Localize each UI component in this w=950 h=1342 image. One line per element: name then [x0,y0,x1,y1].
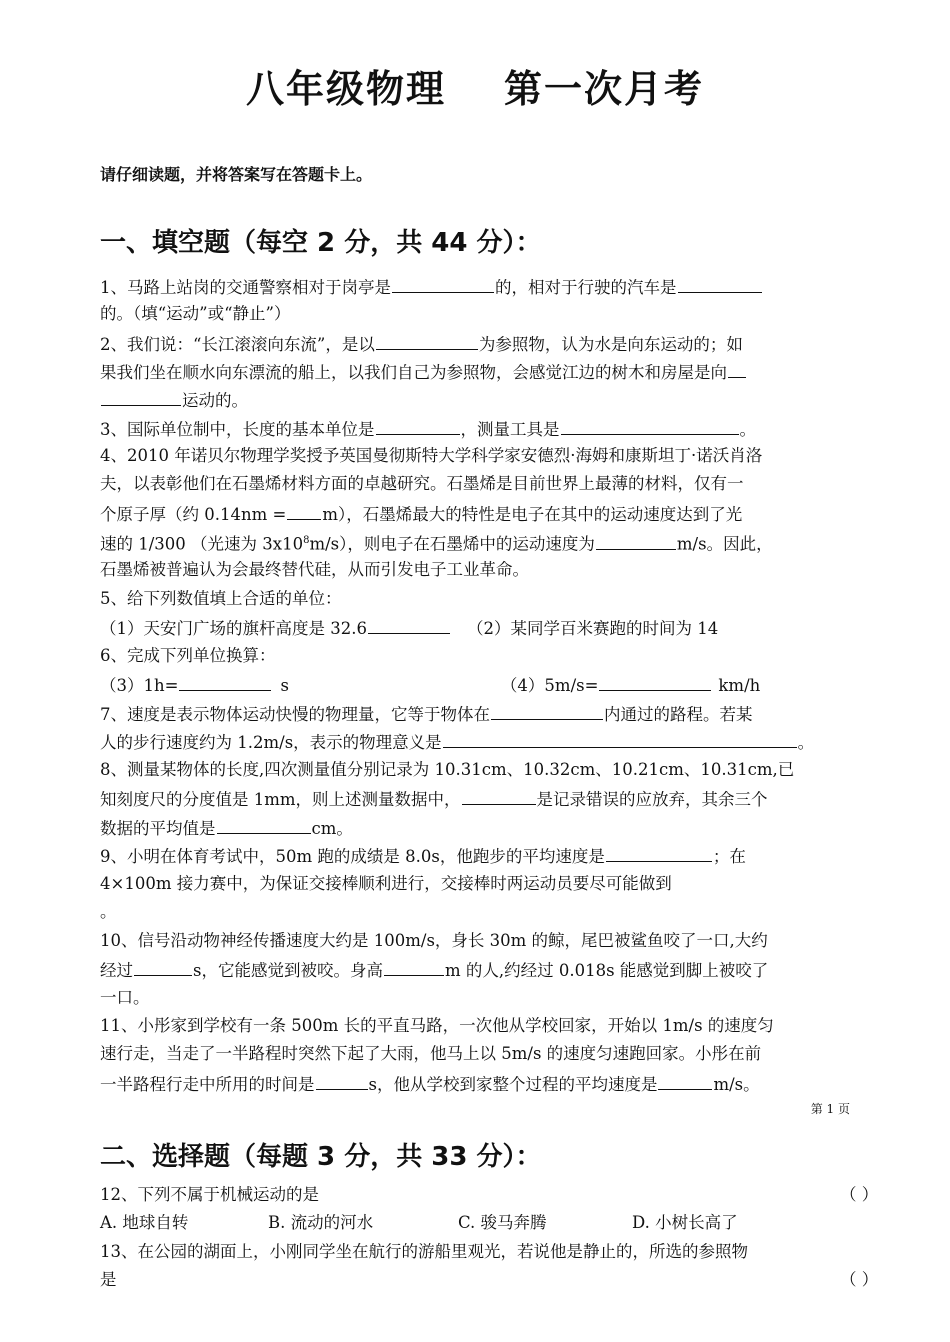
question-11-line-3: 一半路程行走中所用的时间是 s，他从学校到家整个过程的平均速度是 m/s。 [100,1075,760,1094]
option-a: A. 地球自转 [100,1213,189,1232]
question-5-line-1: 5、给下列数值填上合适的单位： [100,589,342,608]
question-8-line-3: 数据的平均值是 cm。 [100,819,353,838]
question-4-line-3: 个原子厚（约 0.14nm = m），石墨烯最大的特性是电子在其中的运动速度达到了光 [100,505,743,524]
question-13-line-1: 13、在公园的湖面上，小刚同学坐在航行的游船里观光，若说他是静止的，所选的参照物 [100,1242,748,1261]
question-4-line-1: 4、2010 年诺贝尔物理学奖授予英国曼彻斯特大学科学家安德烈·海姆和康斯坦丁·诺沃肖洛 [100,446,763,465]
question-2-line-3: 运动的。 [100,389,860,411]
question-2-line-1: 2、我们说：“长江滚滚向东流”，是以 为参照物，认为水是向东运动的；如 [100,335,743,354]
question-12: 12、下列不属于机械运动的是 （ ） [100,1185,879,1204]
question-4-line-5: 石墨烯被普遍认为会最终替代硅，从而引发电子工业革命。 [100,560,529,579]
question-3: 3、国际单位制中，长度的基本单位是 ，测量工具是 。 [100,420,756,439]
answer-parentheses: （ ） [840,1185,879,1204]
question-6-line-2: （3）1h= s （4）5m/s= km/h [100,676,761,695]
question-12-options [100,1213,860,1233]
question-10-line-1: 10、信号沿动物神经传播速度大约是 100m/s，身长 30m 的鲸，尾巴被鲨鱼咬了一口,大约 [100,931,768,950]
option-d: D. 小树长高了 [632,1213,738,1232]
option-c: C. 骏马奔腾 [458,1213,547,1232]
answer-parentheses: （ ） [840,1270,879,1289]
section-heading-multiple-choice: 二、选择题（每题 3 分，共 33 分）： [100,1142,542,1172]
question-6-line-1: 6、完成下列单位换算： [100,646,276,665]
question-9-line-1: 9、小明在体育考试中，50m 跑的成绩是 8.0s，他跑步的平均速度是 ；在 [100,847,746,866]
question-10-line-3: 一口。 [100,988,150,1007]
question-5-line-2: （1）天安门广场的旗杆高度是 32.6 （2）某同学百米赛跑的时间为 14 [100,619,719,638]
question-11-line-1: 11、小彤家到学校有一条 500m 长的平直马路，一次他从学校回家，开始以 1m/s 的速度匀 [100,1016,774,1035]
page-number: 第 1 页 [810,1102,850,1116]
question-11-line-2: 速行走，当走了一半路程时突然下起了大雨，他马上以 5m/s 的速度匀速跑回家。小彤在前 [100,1044,762,1063]
question-2-line-2: 果我们坐在顺水向东漂流的船上，以我们自己为参照物，会感觉江边的树木和房屋是向 [100,361,860,383]
question-8-line-2: 知刻度尺的分度值是 1mm，则上述测量数据中， 是记录错误的应放弃，其余三个 [100,790,768,809]
section-heading-fill-in: 一、填空题（每空 2 分，共 44 分）： [100,228,542,258]
question-13-line-2: 是 （ ） [100,1270,879,1289]
question-7-line-2: 人的步行速度约为 1.2m/s，表示的物理意义是 。 [100,733,815,752]
question-1-line-1: 1、马路上站岗的交通警察相对于岗亭是 的，相对于行驶的汽车是 [100,276,860,298]
question-4-line-2: 夫，以表彰他们在石墨烯材料方面的卓越研究。石墨烯是目前世界上最薄的材料，仅有一 [100,474,744,493]
page-title: 八年级物理 第一次月考 [245,66,705,111]
instruction: 请仔细读题，并将答案写在答题卡上。 [100,165,373,184]
question-7-line-1: 7、速度是表示物体运动快慢的物理量，它等于物体在 内通过的路程。若某 [100,705,753,724]
question-8-line-1: 8、测量某物体的长度,四次测量值分别记录为 10.31cm、10.32cm、10.21cm、10.31cm,已 [100,760,795,779]
question-9-line-2: 4×100m 接力赛中，为保证交接棒顺利进行，交接棒时两运动员要尽可能做到 [100,874,672,893]
question-1-line-2: 的。（填“运动”或“静止”） [100,304,291,323]
question-10-line-2: 经过 s，它能感觉到被咬。身高 m 的人,约经过 0.018s 能感觉到脚上被咬了 [100,961,769,980]
question-9-line-3: 。 [100,902,117,921]
option-b: B. 流动的河水 [268,1213,374,1232]
question-4-line-4: 速的 1/300 （光速为 $3x10^8m/s$），则电子在石墨烯中的运动速度为 m/s。因此， [100,534,773,554]
